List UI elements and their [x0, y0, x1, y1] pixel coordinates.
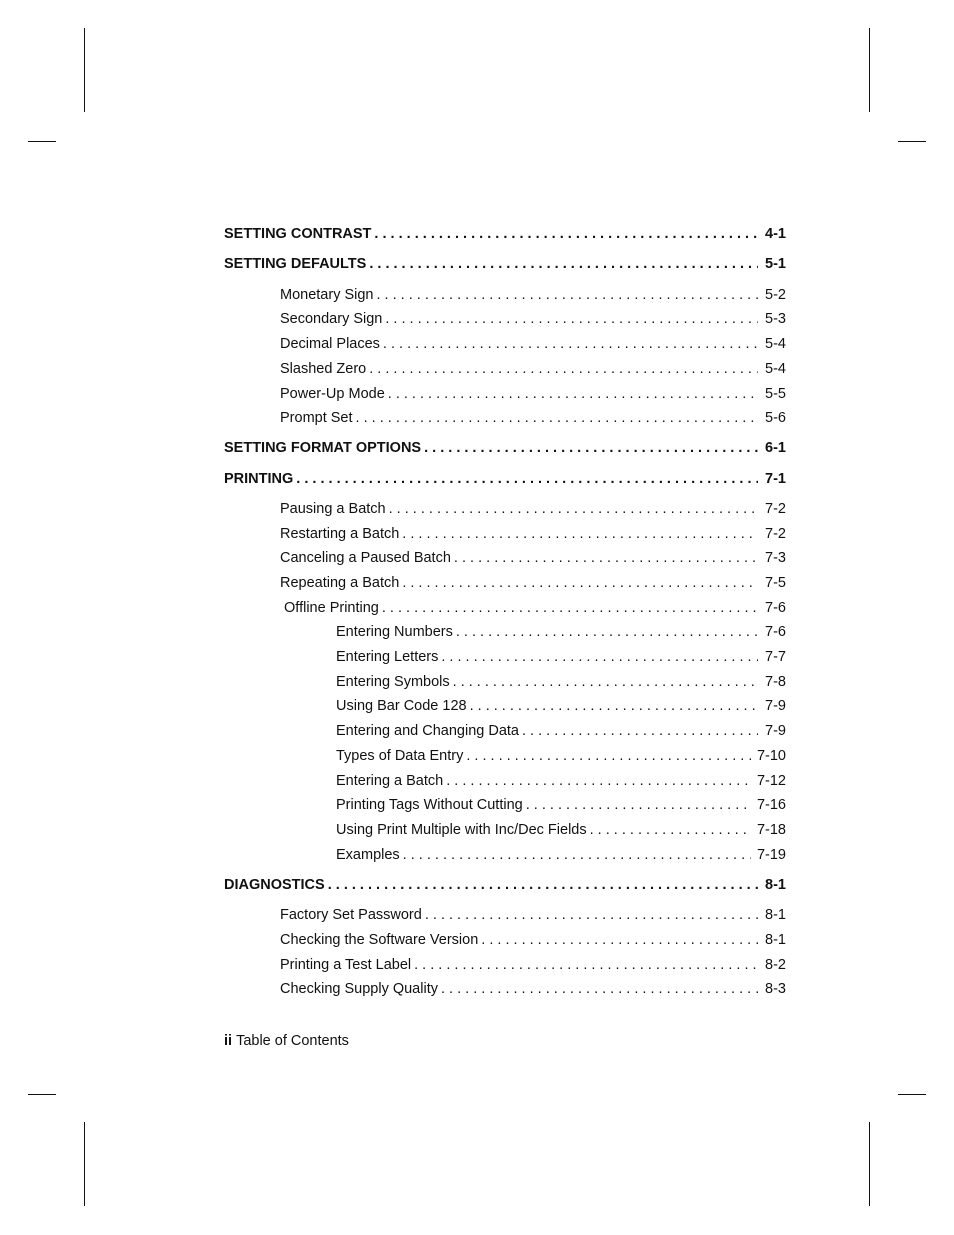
toc-entry-title: Canceling a Paused Batch	[280, 550, 451, 566]
toc-entry-page: 7-9	[765, 698, 786, 714]
toc-entry-title: Secondary Sign	[280, 311, 383, 327]
toc-entry-title: SETTING DEFAULTS	[224, 256, 367, 272]
dot-leader	[296, 469, 758, 489]
dot-leader	[424, 438, 758, 458]
page-footer	[224, 1031, 349, 1051]
toc-entry-checking-the-software-version[interactable]	[280, 930, 786, 950]
toc-entry-page: 8-3	[765, 981, 786, 997]
toc-entry-title: Offline Printing	[280, 600, 379, 616]
toc-entry-page: 7-16	[756, 797, 786, 813]
crop-mark-bottom-right	[869, 1122, 870, 1206]
dot-leader	[403, 845, 751, 865]
toc-entry-pausing-a-batch[interactable]	[280, 499, 786, 519]
toc-entry-title: Printing Tags Without Cutting	[336, 797, 523, 813]
toc-entry-page: 7-10	[756, 748, 786, 764]
dot-leader	[402, 573, 758, 593]
dot-leader	[385, 309, 758, 329]
toc-entry-printing-tags-without-cutting[interactable]	[336, 795, 786, 815]
dot-leader	[481, 930, 758, 950]
dot-leader	[356, 408, 758, 428]
toc-entry-setting-format-options[interactable]	[224, 438, 786, 458]
toc-entry-title: Monetary Sign	[280, 287, 374, 303]
toc-entry-title: Entering Symbols	[336, 674, 450, 690]
dot-leader	[328, 875, 758, 895]
dot-leader	[453, 672, 758, 692]
toc-entry-page: 7-19	[756, 847, 786, 863]
toc-entry-page: 5-4	[765, 336, 786, 352]
dot-leader	[369, 254, 758, 274]
toc-entry-entering-letters[interactable]	[336, 647, 786, 667]
toc-entry-page: 8-1	[765, 877, 786, 893]
dot-leader	[526, 795, 751, 815]
crop-mark-top-left	[84, 28, 85, 112]
toc-entry-page: 7-7	[765, 649, 786, 665]
toc-entry-title: Pausing a Batch	[280, 501, 386, 517]
toc-entry-page: 7-6	[765, 600, 786, 616]
dot-leader	[377, 285, 759, 305]
dot-leader	[441, 979, 758, 999]
toc-entry-title: DIAGNOSTICS	[224, 877, 325, 893]
dot-leader	[522, 721, 758, 741]
toc-entry-slashed-zero[interactable]	[280, 359, 786, 379]
crop-mark-top-left-h	[28, 141, 56, 142]
toc-entry-title: Using Bar Code 128	[336, 698, 467, 714]
toc-entry-title: Restarting a Batch	[280, 526, 400, 542]
toc-entry-page: 8-2	[765, 957, 786, 973]
toc-entry-title: SETTING CONTRAST	[224, 226, 372, 242]
toc-entry-page: 7-9	[765, 723, 786, 739]
footer-page-number: ii	[224, 1033, 233, 1049]
dot-leader	[414, 955, 758, 975]
toc-entry-page: 7-12	[756, 773, 786, 789]
footer-label: Table of Contents	[236, 1033, 349, 1049]
crop-mark-top-right	[869, 28, 870, 112]
toc-entry-diagnostics[interactable]	[224, 875, 786, 895]
toc-entry-title: Entering a Batch	[336, 773, 444, 789]
toc-entry-page: 5-6	[765, 410, 786, 426]
toc-entry-canceling-a-paused-batch[interactable]	[280, 548, 786, 568]
toc-entry-page: 8-1	[765, 932, 786, 948]
toc-entry-monetary-sign[interactable]	[280, 285, 786, 305]
toc-entry-setting-defaults[interactable]	[224, 254, 786, 274]
toc-entry-entering-and-changing-data[interactable]	[336, 721, 786, 741]
toc-entry-title: Factory Set Password	[280, 907, 422, 923]
toc-entry-examples[interactable]	[336, 845, 786, 865]
toc-entry-page: 7-8	[765, 674, 786, 690]
toc-entry-using-bar-code-128[interactable]	[336, 696, 786, 716]
dot-leader	[382, 598, 758, 618]
toc-entry-title: PRINTING	[224, 471, 294, 487]
crop-mark-bottom-left	[84, 1122, 85, 1206]
dot-leader	[454, 548, 758, 568]
toc-entry-title: Prompt Set	[280, 410, 353, 426]
toc-entry-factory-set-password[interactable]	[280, 905, 786, 925]
toc-entry-page: 7-18	[756, 822, 786, 838]
toc-entry-title: Entering Numbers	[336, 624, 453, 640]
crop-mark-top-right-h	[898, 141, 926, 142]
dot-leader	[590, 820, 751, 840]
crop-mark-bottom-left-h	[28, 1094, 56, 1095]
toc-entry-secondary-sign[interactable]	[280, 309, 786, 329]
crop-mark-bottom-right-h	[898, 1094, 926, 1095]
toc-entry-restarting-a-batch[interactable]	[280, 524, 786, 544]
dot-leader	[369, 359, 758, 379]
toc-entry-offline-printing[interactable]	[280, 598, 786, 618]
toc-entry-printing[interactable]	[224, 469, 786, 489]
toc-entry-page: 4-1	[765, 226, 786, 242]
dot-leader	[456, 622, 758, 642]
dot-leader	[470, 696, 758, 716]
dot-leader	[388, 384, 758, 404]
dot-leader	[383, 334, 758, 354]
dot-leader	[446, 771, 751, 791]
dot-leader	[441, 647, 758, 667]
toc-entry-checking-supply-quality[interactable]	[280, 979, 786, 999]
toc-entry-title: Checking Supply Quality	[280, 981, 438, 997]
toc-entry-entering-symbols[interactable]	[336, 672, 786, 692]
toc-entry-title: Repeating a Batch	[280, 575, 400, 591]
toc-entry-prompt-set[interactable]	[280, 408, 786, 428]
toc-entry-title: Entering and Changing Data	[336, 723, 519, 739]
dot-leader	[425, 905, 758, 925]
toc-entry-page: 5-2	[765, 287, 786, 303]
toc-entry-title: Power-Up Mode	[280, 386, 385, 402]
dot-leader	[402, 524, 758, 544]
toc-entry-types-of-data-entry[interactable]	[336, 746, 786, 766]
toc-entry-decimal-places[interactable]	[280, 334, 786, 354]
toc-entry-page: 5-5	[765, 386, 786, 402]
toc-entry-page: 8-1	[765, 907, 786, 923]
toc-entry-power-up-mode[interactable]	[280, 384, 786, 404]
toc-entry-page: 7-6	[765, 624, 786, 640]
toc-entry-page: 7-2	[765, 501, 786, 517]
dot-leader	[389, 499, 758, 519]
toc-entry-page: 7-3	[765, 550, 786, 566]
toc-entry-setting-contrast[interactable]	[224, 224, 786, 244]
toc-entry-page: 6-1	[765, 440, 786, 456]
toc-entry-title: Slashed Zero	[280, 361, 367, 377]
toc-entry-title: Printing a Test Label	[280, 957, 412, 973]
toc-entry-repeating-a-batch[interactable]	[280, 573, 786, 593]
toc-entry-title: Examples	[336, 847, 400, 863]
toc-entry-page: 7-2	[765, 526, 786, 542]
dot-leader	[374, 224, 758, 244]
toc-entry-using-print-multiple[interactable]	[336, 820, 786, 840]
dot-leader	[466, 746, 751, 766]
toc-entry-title: SETTING FORMAT OPTIONS	[224, 440, 422, 456]
toc-entry-title: Using Print Multiple with Inc/Dec Fields	[336, 822, 587, 838]
toc-entry-title: Decimal Places	[280, 336, 380, 352]
toc-entry-page: 5-3	[765, 311, 786, 327]
toc-entry-page: 5-1	[765, 256, 786, 272]
toc-entry-entering-numbers[interactable]	[336, 622, 786, 642]
toc-entry-page: 5-4	[765, 361, 786, 377]
toc-entry-page: 7-1	[765, 471, 786, 487]
toc-entry-title: Checking the Software Version	[280, 932, 479, 948]
toc-entry-page: 7-5	[765, 575, 786, 591]
toc-entry-title: Types of Data Entry	[336, 748, 464, 764]
toc-entry-entering-a-batch[interactable]	[336, 771, 786, 791]
toc-entry-title: Entering Letters	[336, 649, 439, 665]
toc-entry-printing-a-test-label[interactable]	[280, 955, 786, 975]
